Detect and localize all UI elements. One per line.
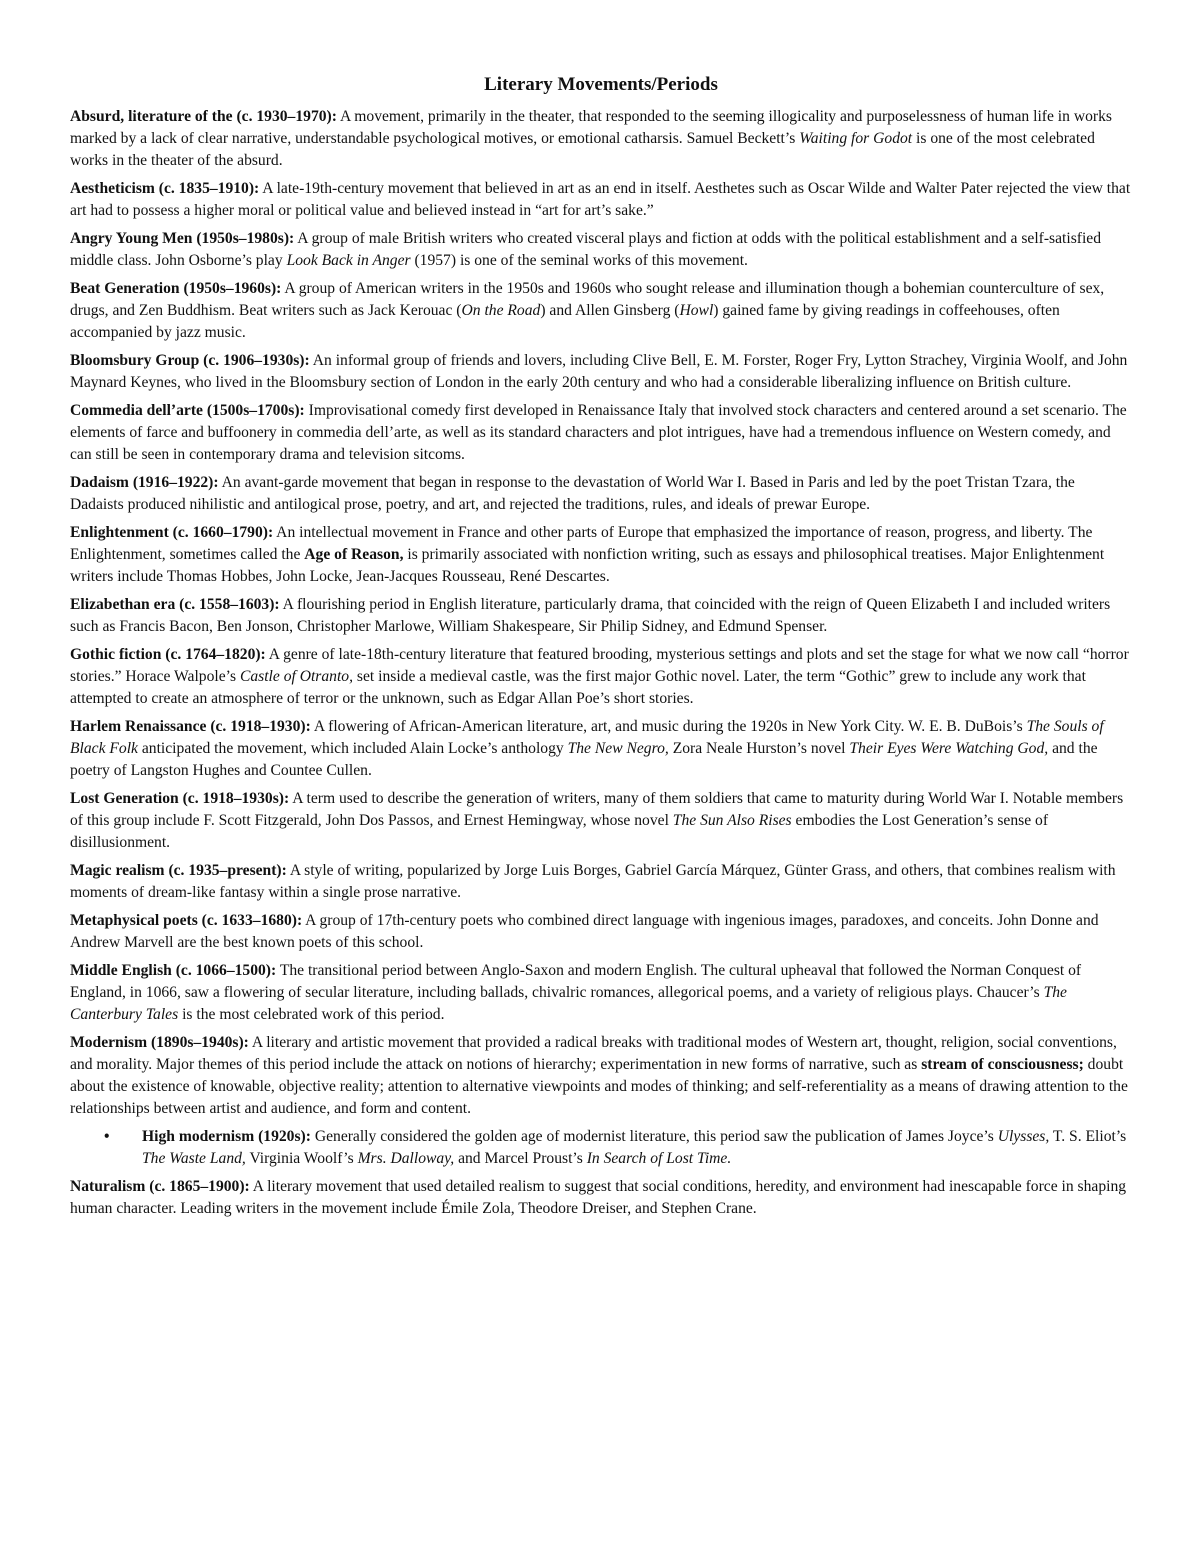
- page-title: Literary Movements/Periods: [484, 74, 718, 95]
- entry-term: Metaphysical poets (c. 1633–1680):: [70, 912, 303, 929]
- entry-text: A literary and artistic movement that provided a radical breaks with traditional modes of Western art, thought, religion, social conventions, and morality. Major themes of this period include the attack on notions of hierarchy; experimentation in new forms of narrative, such as: [70, 1034, 1117, 1073]
- entry-text: Virginia Woolf’s: [245, 1150, 358, 1167]
- entry-term: Naturalism (c. 1865–1900):: [70, 1178, 250, 1195]
- entry-term: Magic realism (c. 1935–present):: [70, 862, 287, 879]
- entry-modernism: [70, 1032, 1132, 1120]
- work-title: The Waste Land,: [142, 1150, 246, 1167]
- entry-naturalism: [70, 1176, 1132, 1220]
- document-page: [70, 72, 1132, 1226]
- entry-text: A group of 17th-century poets who combined direct language with ingenious images, paradoxes, and conceits. John Donne and Andrew Marvell are the best known poets of this school.: [70, 912, 1099, 951]
- entry-text: set inside a medieval castle, was the first major Gothic novel. Later, the term “Gothic” grew to include any work that attempted to create an atmosphere of terror or the unknown, such as Edgar Allan Poe’s short stories.: [70, 668, 1086, 707]
- entry-text: A flourishing period in English literature, particularly drama, that coincided with the reign of Queen Elizabeth I and included writers such as Francis Bacon, Ben Jonson, Christopher Marlowe, William Shakespeare, Sir Philip Sidney, and Edmund Spenser.: [70, 596, 1111, 635]
- entry-text: is the most celebrated work of this period.: [178, 1006, 445, 1023]
- work-title: Mrs. Dalloway,: [357, 1150, 455, 1167]
- entry-term: High modernism (1920s):: [142, 1128, 311, 1145]
- key-term: stream of consciousness;: [921, 1056, 1084, 1073]
- entry-text: An intellectual movement in France and other parts of Europe that emphasized the importance of reason, progress, and liberty. The Enlightenment, sometimes called the: [70, 524, 1093, 563]
- work-title: Their Eyes Were Watching God,: [849, 740, 1049, 757]
- entry-text: (1957) is one of the seminal works of this movement.: [410, 252, 748, 269]
- entry-absurd: [70, 106, 1132, 172]
- entry-text: A late-19th-century movement that believed in art as an end in itself. Aesthetes such as Oscar Wilde and Walter Pater rejected the view that art had to possess a higher moral or political value and believed instead in “art for art’s sake.”: [70, 180, 1131, 219]
- key-term: Age of Reason,: [304, 546, 404, 563]
- entry-bloomsbury-group: [70, 350, 1132, 394]
- entry-term: Modernism (1890s–1940s):: [70, 1034, 249, 1051]
- work-title: In Search of Lost Time.: [586, 1150, 732, 1167]
- entry-text: and the poetry of Langston Hughes and Countee Cullen.: [70, 740, 1098, 779]
- entry-text: embodies the Lost Generation’s sense of disillusionment.: [70, 812, 1049, 851]
- entry-text: anticipated the movement, which included Alain Locke’s anthology: [137, 740, 568, 757]
- entry-text: A genre of late-18th-century literature that featured brooding, mysterious settings and plots and set the stage for what we now call “horror stories.” Horace Walpole’s: [70, 646, 1129, 685]
- entry-text: A group of American writers in the 1950s and 1960s who sought release and illumination though a bohemian counterculture of sex, drugs, and Zen Buddhism. Beat writers such as Jack Kerouac (: [70, 280, 1105, 319]
- work-title: Castle of Otranto,: [239, 668, 353, 685]
- entry-text: A movement, primarily in the theater, that responded to the seeming illogicality and purposelessness of human life in works marked by a lack of clear narrative, understandable psychological motives, or emotional catharsis. Samuel Beckett’s: [70, 108, 1112, 147]
- entry-text: The transitional period between Anglo-Saxon and modern English. The cultural upheaval that followed the Norman Conquest of England, in 1066, saw a flowering of secular literature, including ballads, chivalric romances, allegorical poems, and a variety of religious plays. Chaucer’s: [70, 962, 1082, 1001]
- work-title: Waiting for Godot: [799, 130, 913, 147]
- entry-term: Bloomsbury Group (c. 1906–1930s):: [70, 352, 310, 369]
- work-title: The Sun Also Rises: [672, 812, 792, 829]
- entry-term: Aestheticism (c. 1835–1910):: [70, 180, 260, 197]
- entry-aestheticism: [70, 178, 1132, 222]
- entry-term: Beat Generation (1950s–1960s):: [70, 280, 282, 297]
- entry-elizabethan-era: [70, 594, 1132, 638]
- entry-text: is primarily associated with nonfiction writing, such as essays and philosophical treatises. Major Enlightenment writers include Thomas Hobbes, John Locke, Jean-Jacques Rousseau, René Descartes.: [70, 546, 1105, 585]
- work-title: Look Back in Anger: [286, 252, 411, 269]
- entry-text: A style of writing, popularized by Jorge Luis Borges, Gabriel García Márquez, Günter Grass, and others, that combines realism with moments of dream-like fantasy within a single prose narrative.: [70, 862, 1116, 901]
- entry-term: Lost Generation (c. 1918–1930s):: [70, 790, 290, 807]
- entry-text: A literary movement that used detailed realism to suggest that social conditions, heredity, and environment had inescapable force in shaping human character. Leading writers in the movement include Émile Zola, Theodore Dreiser, and Stephen Crane.: [70, 1178, 1127, 1217]
- entry-lost-generation: [70, 788, 1132, 854]
- entry-middle-english: [70, 960, 1132, 1026]
- entry-text: A group of male British writers who created visceral plays and fiction at odds with the political establishment and a self-satisfied middle class. John Osborne’s play: [70, 230, 1102, 269]
- entry-text: ) gained fame by giving readings in coffeehouses, often accompanied by jazz music.: [70, 302, 1060, 341]
- entry-commedia-dellarte: [70, 400, 1132, 466]
- sub-entry-high-modernism: [70, 1126, 1132, 1170]
- entry-term: Middle English (c. 1066–1500):: [70, 962, 277, 979]
- entry-term: Gothic fiction (c. 1764–1820):: [70, 646, 266, 663]
- entry-angry-young-men: [70, 228, 1132, 272]
- entry-text: Zora Neale Hurston’s novel: [668, 740, 850, 757]
- entry-term: Elizabethan era (c. 1558–1603):: [70, 596, 280, 613]
- entry-metaphysical-poets: [70, 910, 1132, 954]
- entry-text: An avant-garde movement that began in response to the devastation of World War I. Based in Paris and led by the poet Tristan Tzara, the Dadaists produced nihilistic and antilogical prose, poetry, and art, and rejected the traditions, rules, and ideals of prewar Europe.: [70, 474, 1075, 513]
- entry-term: Dadaism (1916–1922):: [70, 474, 219, 491]
- work-title: The Souls of Black Folk: [70, 718, 1104, 757]
- entry-text: A flowering of African-American literature, art, and music during the 1920s in New York City. W. E. B. DuBois’s: [310, 718, 1027, 735]
- entry-harlem-renaissance: [70, 716, 1132, 782]
- work-title: The New Negro,: [567, 740, 669, 757]
- entry-text: Improvisational comedy first developed in Renaissance Italy that involved stock characters and centered around a set scenario. The elements of farce and buffoonery in commedia dell’arte, as well as its standard characters and plot intrigues, have had a tremendous influence on Western comedy, and can still be seen in contemporary drama and television sitcoms.: [70, 402, 1127, 463]
- entry-text: Generally considered the golden age of modernist literature, this period saw the publication of James Joyce’s: [310, 1128, 998, 1145]
- entry-text: ) and Allen Ginsberg (: [540, 302, 680, 319]
- entry-term: Harlem Renaissance (c. 1918–1930):: [70, 718, 311, 735]
- entry-beat-generation: [70, 278, 1132, 344]
- entry-gothic-fiction: [70, 644, 1132, 710]
- entry-term: Angry Young Men (1950s–1980s):: [70, 230, 295, 247]
- work-title: The Canterbury Tales: [70, 984, 1067, 1023]
- work-title: On the Road: [461, 302, 541, 319]
- entry-text: T. S. Eliot’s: [1049, 1128, 1127, 1145]
- entry-magic-realism: [70, 860, 1132, 904]
- entry-text: A term used to describe the generation of writers, many of them soldiers that came to maturity during World War I. Notable members of this group include F. Scott Fitzgerald, John Dos Passos, and Ernest Hemingway, whose novel: [70, 790, 1124, 829]
- entry-term: Enlightenment (c. 1660–1790):: [70, 524, 274, 541]
- entry-term: Absurd, literature of the (c. 1930–1970):: [70, 108, 337, 125]
- entry-text: is one of the most celebrated works in the theater of the absurd.: [70, 130, 1095, 169]
- entry-text: doubt about the existence of knowable, objective reality; attention to alternative viewpoints and modes of thinking; and self-referentiality as a means of drawing attention to the relationships between artist and audience, and form and content.: [70, 1056, 1128, 1117]
- entry-term: Commedia dell’arte (1500s–1700s):: [70, 402, 305, 419]
- entry-text: and Marcel Proust’s: [454, 1150, 587, 1167]
- entry-dadaism: [70, 472, 1132, 516]
- work-title: Howl: [679, 302, 714, 319]
- entry-enlightenment: [70, 522, 1132, 588]
- entry-text: An informal group of friends and lovers, including Clive Bell, E. M. Forster, Roger Fry, Lytton Strachey, Virginia Woolf, and John Maynard Keynes, who lived in the Bloomsbury section of London in the early 20th century and who had a considerable liberalizing influence on British culture.: [70, 352, 1128, 391]
- work-title: Ulysses,: [997, 1128, 1050, 1145]
- bullet-icon: •: [104, 1128, 110, 1145]
